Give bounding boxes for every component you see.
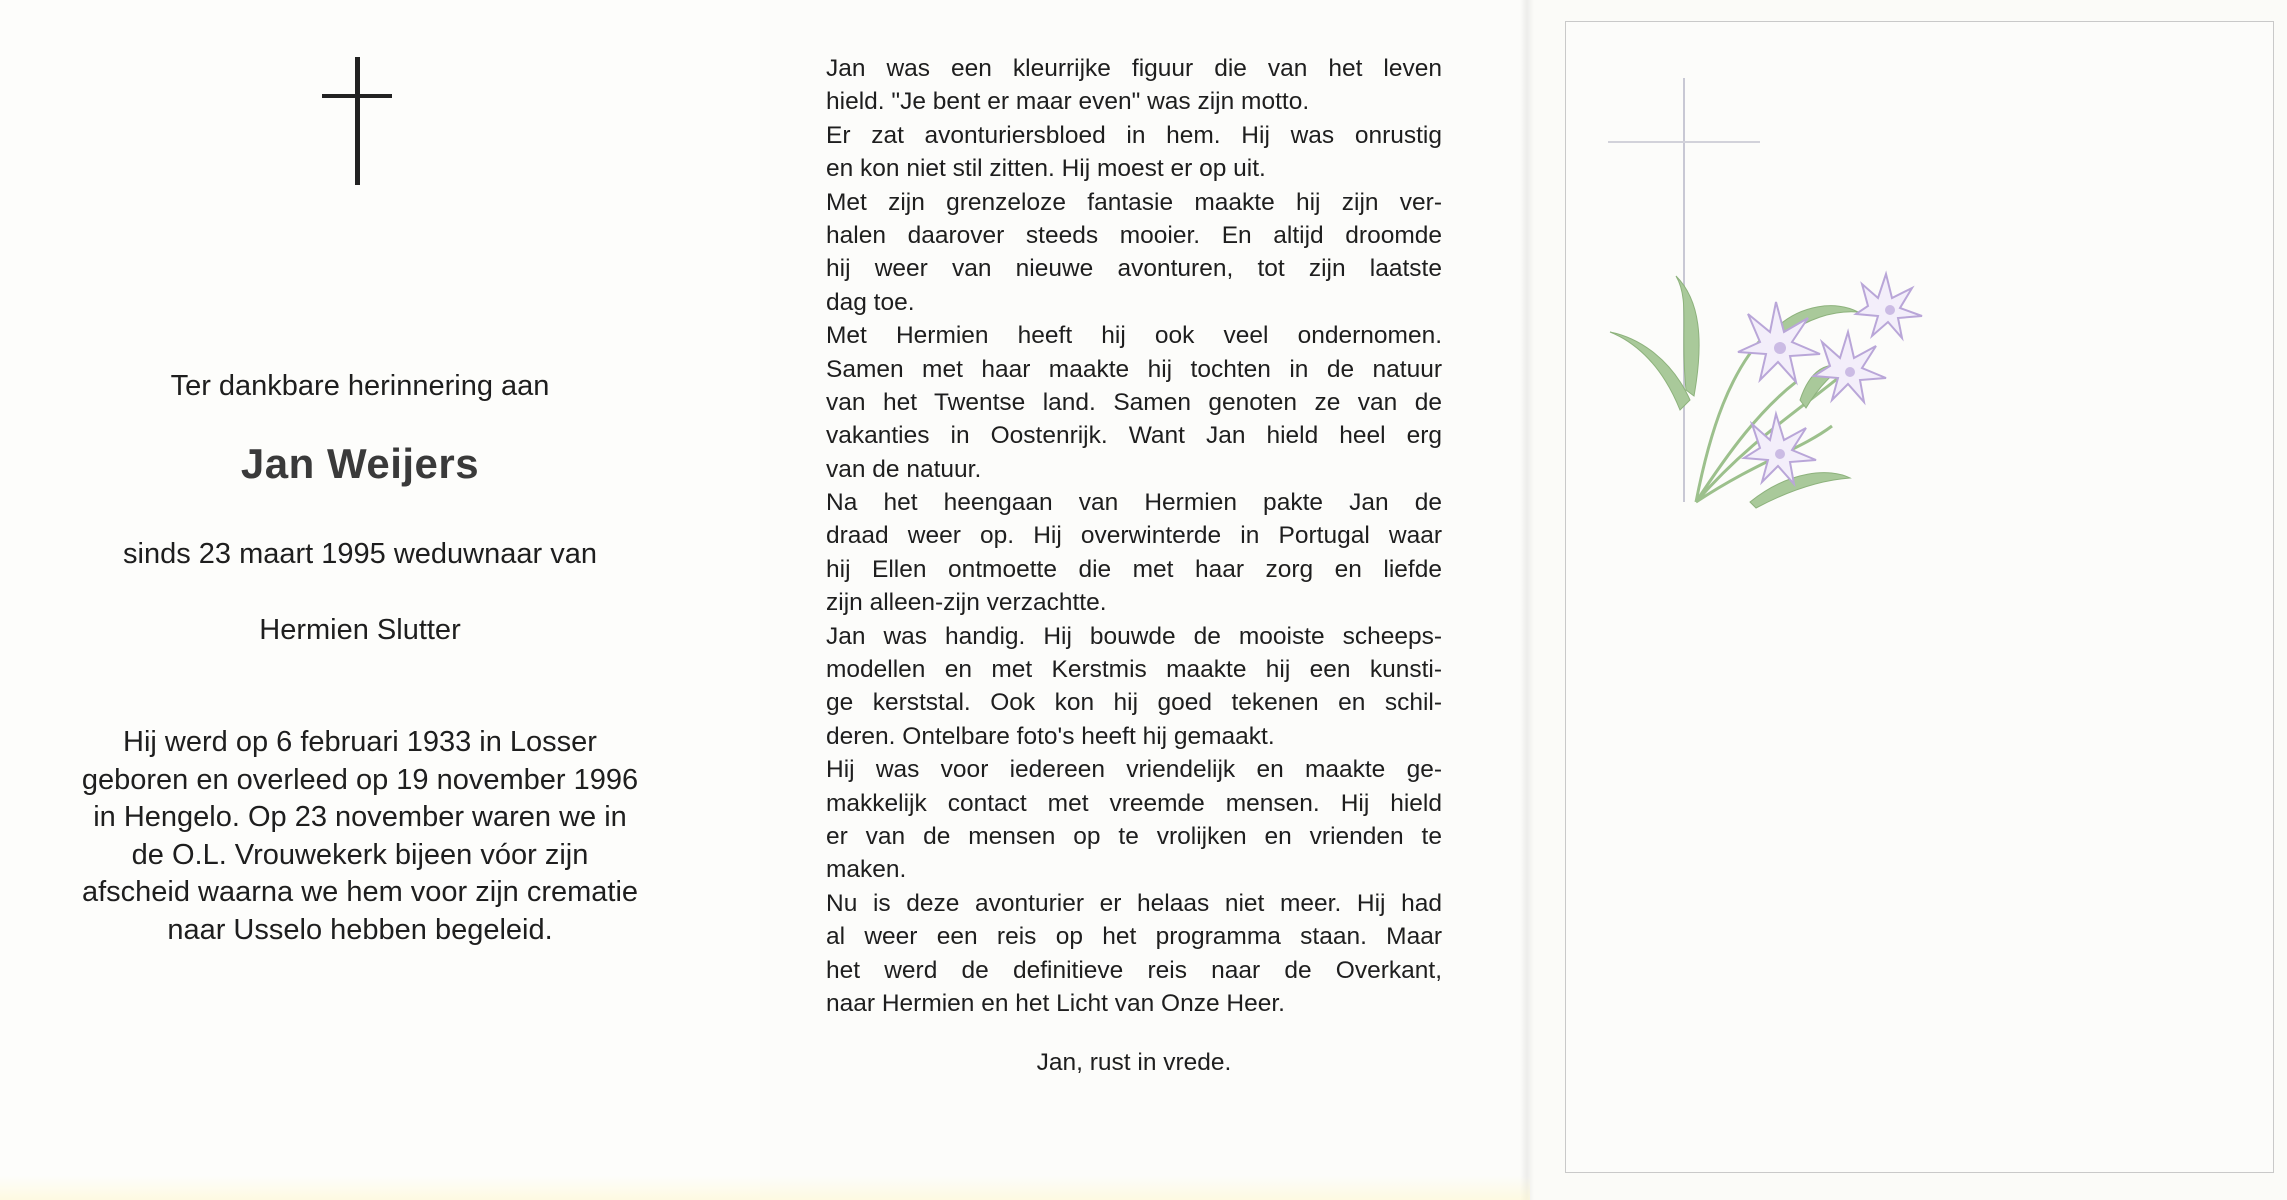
story-line: Na het heengaan van Hermien pakte Jan de — [826, 489, 1442, 517]
life-story-text — [826, 52, 1442, 1020]
bio-line: Hij werd op 6 februari 1933 in Losser — [123, 726, 597, 758]
story-line: maken. — [826, 856, 907, 884]
story-line: en kon niet stil zitten. Hij moest er op uit. — [826, 155, 1266, 183]
story-line: halen daarover steeds mooier. En altijd droomde — [826, 221, 1442, 249]
story-line: Met zijn grenzeloze fantasie maakte hij zijn ver- — [826, 188, 1442, 216]
story-line: deren. Ontelbare foto's heeft hij gemaakt. — [826, 722, 1275, 750]
story-line: hield. "Je bent er maar even" was zijn motto. — [826, 88, 1310, 116]
story-line: dag toe. — [826, 288, 915, 316]
bio-line: naar Usselo hebben begeleid. — [167, 913, 553, 946]
bio-line: geboren en overleed op 19 november 1996 — [81, 763, 639, 796]
bio-line: de O.L. Vrouwekerk bijeen vóor zijn — [131, 838, 589, 871]
paper-tint — [0, 1176, 1530, 1200]
story-line: hij Ellen ontmoette die met haar zorg en liefde — [826, 555, 1442, 583]
deceased-name: Jan Weijers — [240, 440, 480, 487]
story-line: Er zat avonturiersbloed in hem. Hij was onrustig — [826, 121, 1442, 149]
story-line: Met Hermien heeft hij ook veel ondernomen. — [826, 322, 1442, 350]
lily-flower-cross-icon — [1600, 70, 1930, 510]
spouse-name: Hermien Slutter — [259, 614, 461, 646]
cross-icon — [322, 57, 392, 185]
story-line: makkelijk contact met vreemde mensen. Hij hield — [826, 789, 1442, 817]
widower-line: sinds 23 maart 1995 weduwnaar van — [123, 538, 597, 570]
story-line: Samen met haar maakte hij tochten in de natuur — [826, 355, 1442, 383]
story-line: Jan was handig. Hij bouwde de mooiste scheeps- — [826, 622, 1442, 650]
biography-block — [40, 724, 680, 949]
story-line: Nu is deze avonturier er helaas niet meer. Hij had — [826, 889, 1442, 917]
bio-line: afscheid waarna we hem voor zijn crematie — [81, 876, 639, 908]
story-line: ge kerststal. Ook kon hij goed tekenen en schil- — [826, 689, 1442, 717]
story-line: al weer een reis op het programma staan. Maar — [826, 923, 1442, 951]
story-line: het werd de definitieve reis naar de Overkant, — [826, 956, 1442, 984]
closing-text: Jan, rust in vrede. — [1036, 1049, 1232, 1076]
story-line: van het Twentse land. Samen genoten ze van de — [826, 388, 1442, 416]
story-line: van de natuur. — [826, 455, 982, 483]
fold-shadow — [1520, 0, 1534, 1200]
story-line: modellen en met Kerstmis maakte hij een kunsti- — [826, 656, 1442, 684]
story-line: hij weer van nieuwe avonturen, tot zijn laatste — [826, 255, 1442, 283]
story-line: vakanties in Oostenrijk. Want Jan hield heel erg — [826, 422, 1442, 450]
dedication-text: Ter dankbare herinnering aan — [170, 370, 550, 402]
story-line: er van de mensen op te vrolijken en vrienden te — [826, 822, 1442, 850]
story-line: draad weer op. Hij overwinterde in Portugal waar — [826, 522, 1442, 550]
story-line: Jan was een kleurrijke figuur die van het leven — [826, 55, 1442, 82]
story-line: zijn alleen-zijn verzachtte. — [826, 589, 1107, 617]
story-line: naar Hermien en het Licht van Onze Heer. — [826, 989, 1285, 1017]
story-line: Hij was voor iedereen vriendelijk en maakte ge- — [826, 756, 1442, 784]
bio-line: in Hengelo. Op 23 november waren we in — [93, 801, 627, 833]
